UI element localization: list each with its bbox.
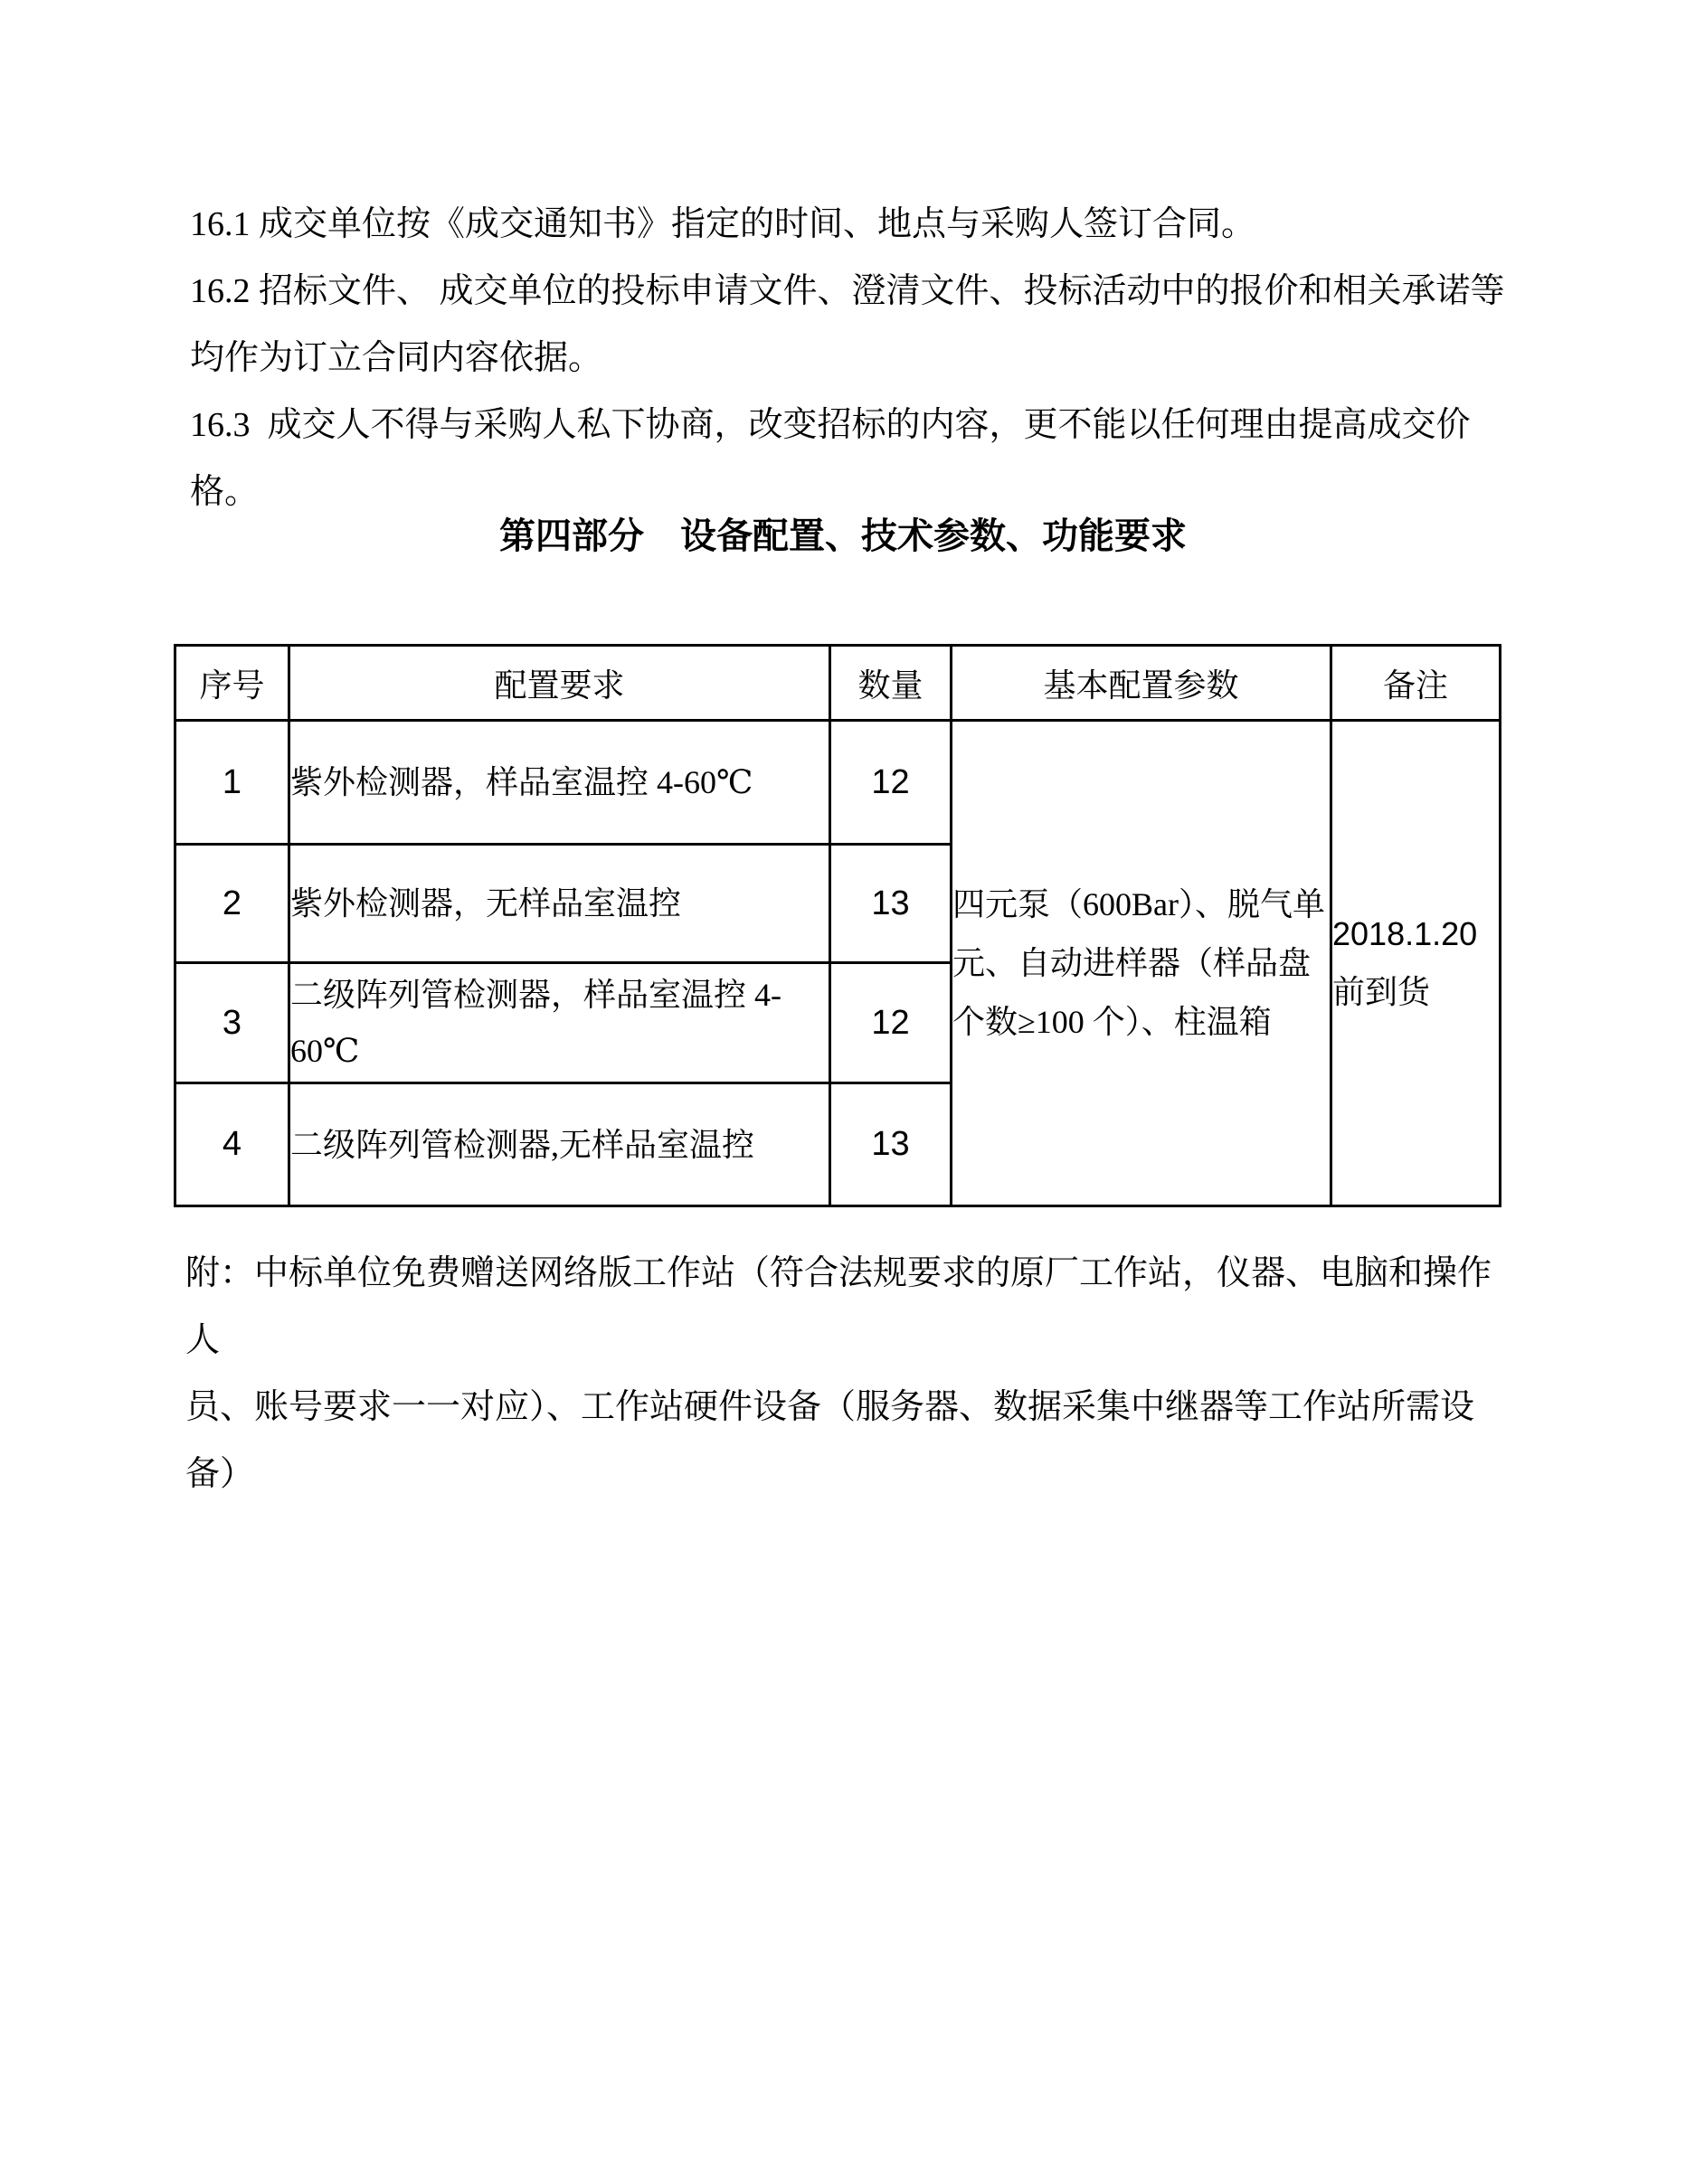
equipment-spec-table [174, 644, 1501, 1207]
base-params-line-2: 元、自动进样器（样品盘 [952, 944, 1312, 981]
column-header-base-params: 基本配置参数 [952, 646, 1331, 721]
row-1-quantity: 12 [830, 721, 952, 845]
base-params-cell [952, 721, 1331, 1206]
row-2-no: 2 [175, 845, 289, 963]
row-3-no: 3 [175, 963, 289, 1083]
row-1-no: 1 [175, 721, 289, 845]
table-row [175, 721, 1501, 845]
row-2-requirement: 紫外检测器，无样品室温控 [289, 845, 830, 963]
clause-16-1: 16.1 成交单位按《成交通知书》指定的时间、地点与采购人签订合同。 [190, 205, 1256, 243]
row-4-quantity: 13 [830, 1083, 952, 1206]
base-params-line-1: 四元泵（600Bar）、脱气单 [952, 885, 1325, 922]
row-1-requirement: 紫外检测器，样品室温控 4-60℃ [289, 721, 830, 845]
clause-16-2-line-1: 16.2 招标文件、 成交单位的投标申请文件、澄清文件、投标活动中的报价和相关承诺等 [190, 272, 1505, 310]
appendix-line-2: 员、账号要求一一对应）、工作站硬件设备（服务器、数据采集中继器等工作站所需设备） [185, 1388, 1475, 1493]
contract-clauses [190, 191, 1520, 525]
column-header-no: 序号 [175, 646, 289, 721]
column-header-remark: 备注 [1331, 646, 1501, 721]
base-params-line-3: 个数≥100 个）、柱温箱 [952, 1003, 1272, 1040]
remark-delivery-date: 2018.1.20 [1332, 915, 1478, 952]
section-heading: 第四部分 设备配置、技术参数、功能要求 [499, 515, 1187, 556]
row-3-quantity: 12 [830, 963, 952, 1083]
table-header-row [175, 646, 1501, 721]
row-4-requirement: 二级阵列管检测器,无样品室温控 [289, 1083, 830, 1206]
remark-cell [1331, 721, 1501, 1206]
column-header-quantity: 数量 [830, 646, 952, 721]
remark-delivery-note: 前到货 [1332, 974, 1431, 1010]
row-3-requirement: 二级阵列管检测器，样品室温控 4-60℃ [289, 963, 830, 1083]
column-header-requirement: 配置要求 [289, 646, 830, 721]
appendix-line-1: 附：中标单位免费赠送网络版工作站（符合法规要求的原厂工作站，仪器、电脑和操作人 [185, 1254, 1492, 1359]
appendix-note [185, 1240, 1515, 1508]
clause-16-2-line-2: 均作为订立合同内容依据。 [190, 339, 603, 377]
row-4-no: 4 [175, 1083, 289, 1206]
row-2-quantity: 13 [830, 845, 952, 963]
clause-16-3: 16.3 成交人不得与采购人私下协商，改变招标的内容，更不能以任何理由提高成交价格。 [190, 406, 1471, 511]
